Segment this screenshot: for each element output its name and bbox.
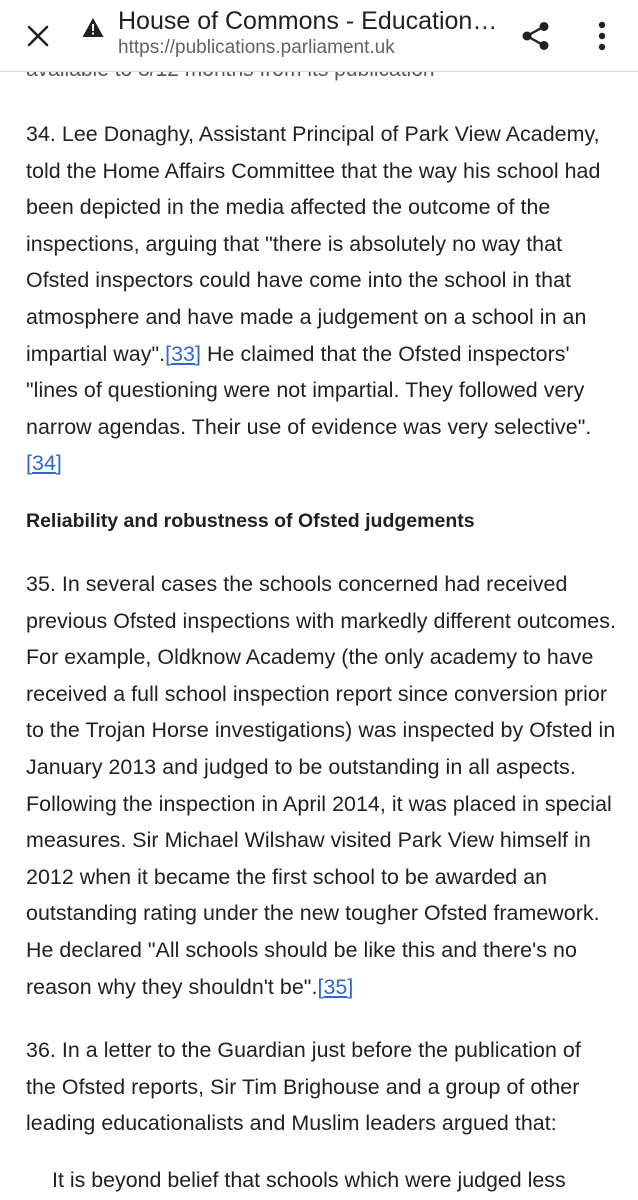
browser-toolbar <box>0 0 638 72</box>
share-icon <box>520 20 552 52</box>
block-quote: It is beyond belief that schools which were judged less <box>52 1168 566 1192</box>
paragraph-34-text: 34. Lee Donaghy, Assistant Principal of Park View Academy, told the Home Affairs Committee that the way his school had been depicted in the media affected the outcome of the inspections, arguing that "there is absolutely no way that Ofsted inspectors could have come into the school in that atmosphere and have made a judgement on a school in an impartial way". <box>26 122 601 366</box>
page-url[interactable]: https://publications.parliament.uk <box>118 37 395 58</box>
footnote-link-34[interactable]: [34] <box>26 451 62 476</box>
paragraph-34-text-continued: He claimed that the Ofsted inspectors' "lines of questioning were not impartial. They followed very narrow agendas. Their use of evidence was very selective". <box>26 341 592 439</box>
share-button[interactable] <box>512 12 560 60</box>
footnote-link-33[interactable]: [33] <box>165 341 202 366</box>
section-heading: Reliability and robustness of Ofsted judgements <box>26 510 475 532</box>
warning-icon[interactable] <box>82 17 104 39</box>
paragraph-35-text: 35. In several cases the schools concerned had received previous Ofsted inspections with markedly different outcomes. For example, Oldknow Academy (the only academy to have received a full school inspection report since conversion prior to the Trojan Horse investigations) was inspected by Ofsted in January 2013 and judged to be outstanding in all aspects. Following the inspection in April 2014, it was placed in special measures. Sir Michael Wilshaw visited Park View himself in 2012 when it became the first school to be awarded an outstanding rating under the new tougher Ofsted framework. He declared "All schools should be like this and there's no reason why they shouldn't be". <box>26 572 616 999</box>
paragraph-36: 36. In a letter to the Guardian just before the publication of the Ofsted reports, Sir Tim Brighouse and a group of other leading educationalists and Muslim leaders argued that: <box>26 1038 581 1136</box>
close-icon <box>26 24 50 48</box>
more-vert-icon <box>597 21 607 51</box>
paragraph-35 <box>26 566 616 1005</box>
overflow-menu-button[interactable] <box>580 12 624 60</box>
footnote-link-35[interactable]: [35] <box>317 974 354 999</box>
paragraph-34 <box>26 116 616 482</box>
close-button[interactable] <box>16 14 60 58</box>
page-title: House of Commons - Education… <box>118 7 498 35</box>
